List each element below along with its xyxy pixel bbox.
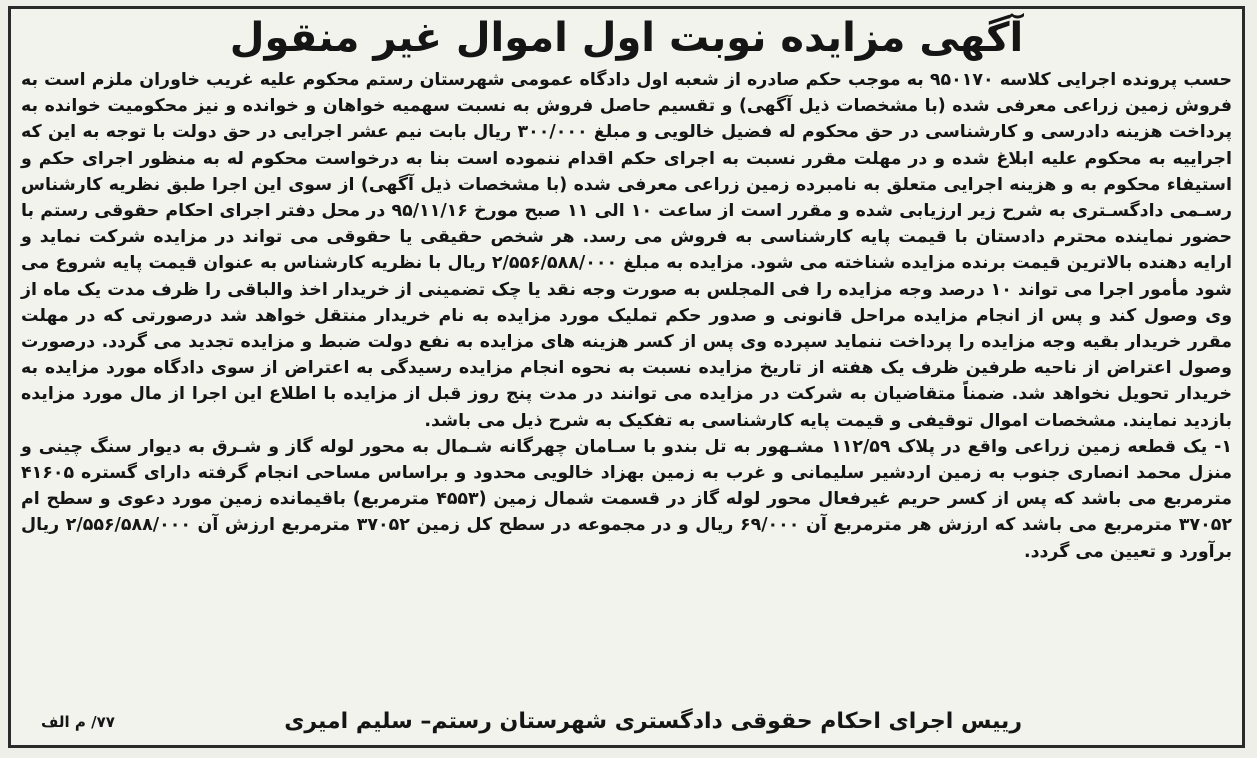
notice-body-paragraph: حسب پرونده اجرایی کلاسه ۹۵۰۱۷۰ به موجب حکم صادره از شعبه اول دادگاه عمومی شهرستان رستم محکوم علیه غریب خاوران ملزم است به فروش زمین زراعی معرفی شده (با مشخصات ذیل آگهی) و تقسیم حاصل فروش به نسبت سهمیه خواهان و خوانده و نیز محکومیت خوانده به پرداخت هزینه دادرسی و کارشناسی در حق محکوم له فضیل خالویی و مبلغ ۳۰۰/۰۰۰ ریال بابت نیم عشر اجرایی در حق دولت با توجه به این که اجراییه به محکوم علیه ابلاغ شده و در مهلت مقرر نسبت به اجرای حکم اقدام ننموده است بنا به درخواست محکوم له به منظور اجرای حکم و استیفاء محکوم به و هزینه اجرایی متعلق به نامبرده زمین زراعی معرفی شده (با مشخصات ذیل آگهی) از سوی این اجرا طبق نظریه کارشناس رسـمی دادگسـتری به شرح زیر ارزیابی شده و مقرر است از ساعت ۱۰ الی ۱۱ صبح مورخ ۹۵/۱۱/۱۶ در محل دفتر اجرای احکام حقوقی رستم با حضور نماینده محترم دادستان با قیمت پایه کارشناسی به فروش می رسد. هر شخص حقیقی یا حقوقی می تواند در مزایده شرکت نماید و ارایه دهنده بالاترین قیمت برنده مزایده شناخته می شود. مزایده به مبلغ ۲/۵۵۶/۵۸۸/۰۰۰ ریال با نظریه کارشناس به عنوان قیمت پایه شروع می شود مأمور اجرا می تواند ۱۰ درصد وجه مزایده را فی المجلس به صورت وجه نقد یا چک تضمینی از خریدار اخذ والباقی را ظرف مدت یک ماه از وی وصول کند و پس از انجام مزایده مراحل قانونی و صدور حکم تملیک مورد مزایده به نام خریدار منتقل خواهد شد درصورتی که در مهلت مقرر خریدار بقیه وجه مزایده را پرداخت ننماید سپرده وی پس از کسر هزینه های مزایده به نفع دولت ضبط و مزایده تجدید می گردد. درصورت وصول اعتراض از ناحیه طرفین ظرف یک هفته از تاریخ مزایده نسبت به نحوه انجام مزایده رسیدگی به اعتراض از سوی دادگاه مورد مزایده به خریدار تحویل نخواهد شد. ضمناً متقاضیان به شرکت در مزایده می توانند در مدت پنج روز قبل از مزایده با اطلاع این اجرا از مال مورد مزایده بازدید نمایند. مشخصات اموال توقیفی و قیمت پایه کارشناسی به تفکیک به شرح ذیل می باشد. <box>21 70 1232 431</box>
notice-code: ۷۷/ م الف <box>41 713 115 731</box>
auction-notice <box>8 6 1245 748</box>
signature: رییس اجرای احکام حقوقی دادگستری شهرستان رستم– سلیم امیری <box>284 709 1022 734</box>
property-description: ۱- یک قطعه زمین زراعی واقع در پلاک ۱۱۲/۵۹ مشـهور به تل بندو با سـامان چهرگانه شـمال به محور لوله گاز و شـرق به دیوار سنگ چینی و منزل محمد انصاری جنوب به زمین اردشیر سلیمانی و غرب به زمین بهزاد خالویی محدود و براساس مساحی انجام گرفته دارای گستره ۴۱۶۰۵ مترمربع می باشد که پس از کسر حریم غیرفعال محور لوله گاز در قسمت شمال زمین (۴۵۵۳ مترمربع) باقیمانده زمین مورد دعوی و سطح ام ۳۷۰۵۲ مترمربع می باشد که ارزش هر مترمربع آن ۶۹/۰۰۰ ریال و در مجموعه در سطح کل زمین ۳۷۰۵۲ مترمربع ارزش آن ۲/۵۵۶/۵۸۸/۰۰۰ ریال برآورد و تعیین می گردد. <box>21 436 1232 562</box>
notice-body <box>21 67 1232 434</box>
notice-title: آگهی مزایده نوبت اول اموال غیر منقول <box>229 15 1024 61</box>
notice-footer <box>11 705 1242 739</box>
